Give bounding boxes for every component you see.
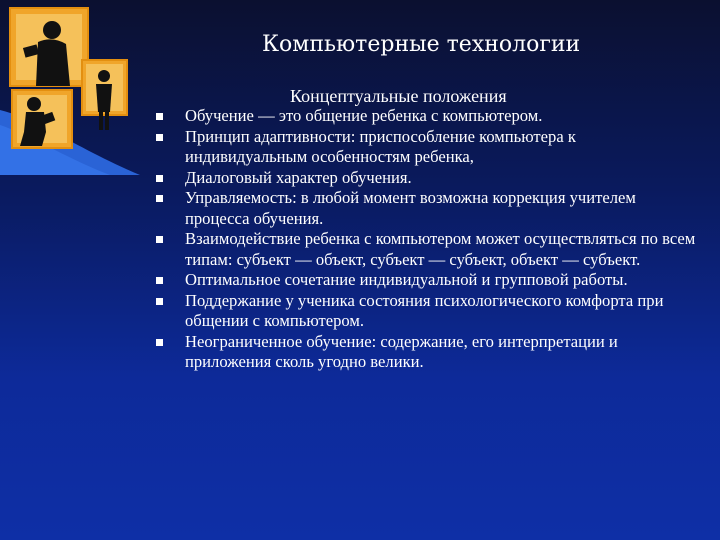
bullet-text: Неограниченное обучение: содержание, его интерпретации и приложения сколь угодно велики. (185, 331, 618, 371)
bullet-text: Диалоговый характер обучения. (185, 167, 412, 187)
bullet-text: Взаимодействие ребенка с компьютером может осуществляться по всем типам: субъект — объект, субъект — субъект, объект — субъект. (185, 229, 696, 269)
bullet-item (156, 168, 696, 189)
bullet-text: Управляемость: в любой момент возможна коррекция учителем процесса обучения. (185, 188, 636, 228)
bullet-text: Поддержание у ученика состояния психологического комфорта при общении с компьютером. (185, 290, 664, 330)
square-bullet-icon (156, 195, 163, 202)
square-bullet-icon (156, 134, 163, 141)
square-bullet-icon (156, 113, 163, 120)
bullet-item (156, 291, 696, 332)
bullet-list (156, 106, 696, 373)
bullet-text: Принцип адаптивности: приспособление компьютера к индивидуальным особенностям ребенка, (185, 126, 576, 166)
bullet-text: Обучение — это общение ребенка с компьютером. (185, 106, 543, 125)
slide-subtitle: Концептуальные положения (290, 86, 507, 106)
square-bullet-icon (156, 175, 163, 182)
square-bullet-icon (156, 236, 163, 243)
square-bullet-icon (156, 277, 163, 284)
bullet-item (156, 127, 696, 168)
slide-title: Компьютерные технологии (262, 32, 581, 57)
bullet-item (156, 229, 696, 270)
bullet-item (156, 188, 696, 229)
bullet-item (156, 270, 696, 291)
square-bullet-icon (156, 298, 163, 305)
bullet-item (156, 106, 696, 127)
people-silhouettes-illustration (0, 0, 140, 175)
square-bullet-icon (156, 339, 163, 346)
bullet-item (156, 332, 696, 373)
bullet-text: Оптимальное сочетание индивидуальной и групповой работы. (185, 270, 628, 289)
